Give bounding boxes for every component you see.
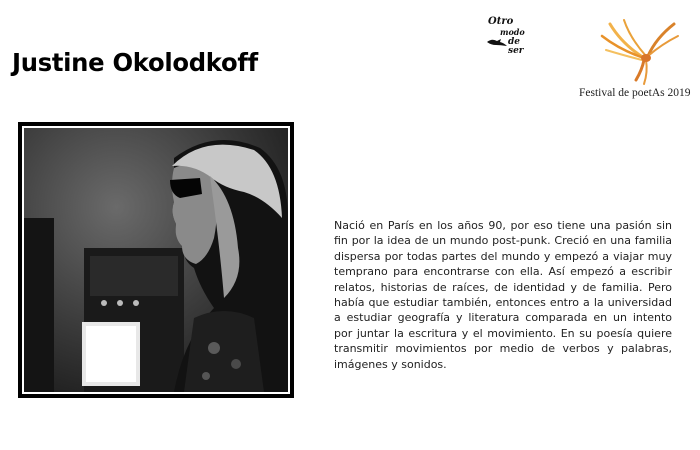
otro-modo-de-ser-logo [484,14,530,56]
biography-text: Nació en París en los años 90, por eso tiene una pasión sin fin por la idea de un mundo post-punk. Creció en una familia dispersa por todas partes del mundo y empezó a viajar muy temprano para encontrarse con ella. Así empezó a escribir relatos, historias de raíces, de identidad y de familia. Pero había que estudiar también, entonces entro a la universidad a estudiar geografía y literatura comparada en un intento por juntar la escritura y el movimiento. En su poesía quiere transmitir movimientos por medio de verbos y palabras, imágenes y sonidos. [334,219,672,371]
festival-bird-logo-icon [592,14,682,86]
portrait-illustration [24,128,288,392]
portrait-image [22,126,290,394]
bird-silhouette-icon [486,36,508,48]
festival-label: Festival de poetAs 2019 [579,87,691,99]
logo-word-otro: Otro [488,16,514,27]
logo-word-de-ser: de ser [508,37,524,56]
portrait-photo [18,122,294,398]
logo-word-modo: modo [500,27,525,37]
page-title: Justine Okolodkoff [12,48,258,77]
